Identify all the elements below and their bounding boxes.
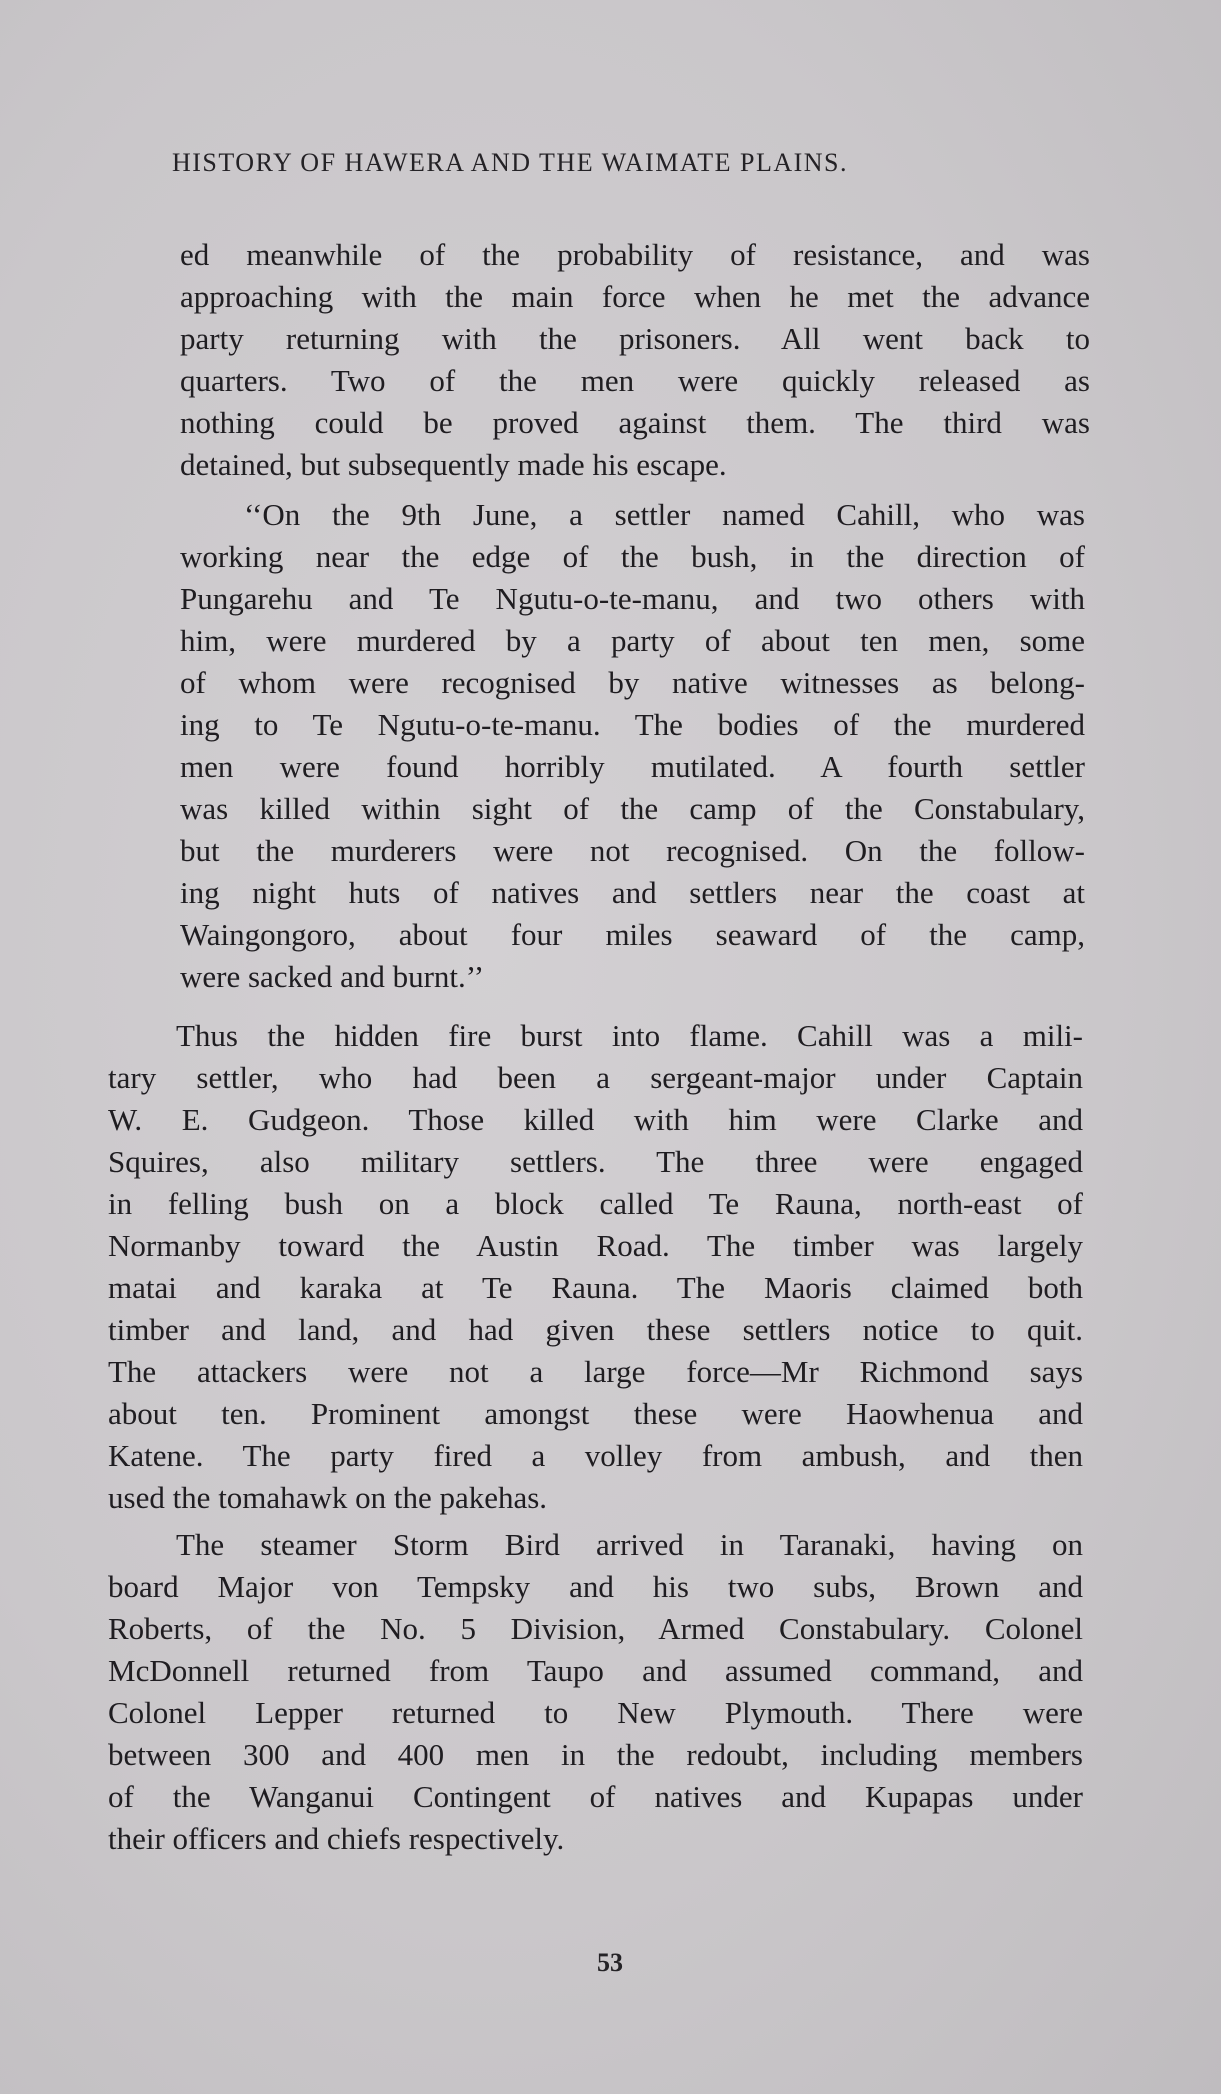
text-line: Squires, also military settlers. The three were engaged xyxy=(108,1144,1083,1179)
page-number: 53 xyxy=(597,1948,623,1977)
text-line: their officers and chiefs respectively. xyxy=(108,1821,565,1856)
text-line: him, were murdered by a party of about ten men, some xyxy=(180,623,1085,658)
text-line: ed meanwhile of the probability of resistance, and was xyxy=(180,237,1090,272)
text-line: Normanby toward the Austin Road. The timber was largely xyxy=(108,1228,1083,1263)
text-line: tary settler, who had been a sergeant-major under Captain xyxy=(108,1060,1083,1095)
quoted-paragraph xyxy=(180,494,1085,998)
text-line: working near the edge of the bush, in the direction of xyxy=(180,539,1085,574)
text-line: ‘‘On the 9th June, a settler named Cahill, who was xyxy=(244,497,1085,532)
text-line: Roberts, of the No. 5 Division, Armed Constabulary. Colonel xyxy=(108,1611,1083,1646)
text-line: party returning with the prisoners. All went back to xyxy=(180,321,1090,356)
text-line: matai and karaka at Te Rauna. The Maoris claimed both xyxy=(108,1270,1083,1305)
body-paragraph xyxy=(108,1015,1083,1519)
text-line: were sacked and burnt.’’ xyxy=(180,959,485,994)
text-line: board Major von Tempsky and his two subs, Brown and xyxy=(108,1569,1083,1604)
text-line: about ten. Prominent amongst these were Haowhenua and xyxy=(108,1396,1083,1431)
text-line: timber and land, and had given these settlers notice to quit. xyxy=(108,1312,1083,1347)
paragraph-continuation xyxy=(180,234,1090,486)
text-line: quarters. Two of the men were quickly released as xyxy=(180,363,1090,398)
text-line: of whom were recognised by native witnesses as belong- xyxy=(180,665,1085,700)
text-line: The steamer Storm Bird arrived in Taranaki, having on xyxy=(176,1527,1083,1562)
text-line: approaching with the main force when he met the advance xyxy=(180,279,1090,314)
text-line: ing night huts of natives and settlers near the coast at xyxy=(180,875,1085,910)
text-line: Colonel Lepper returned to New Plymouth. There were xyxy=(108,1695,1083,1730)
body-paragraph xyxy=(108,1524,1083,1860)
running-head: HISTORY OF HAWERA AND THE WAIMATE PLAINS. xyxy=(172,148,848,177)
text-line: Thus the hidden fire burst into flame. Cahill was a mili- xyxy=(176,1018,1083,1053)
text-line: used the tomahawk on the pakehas. xyxy=(108,1480,548,1515)
text-line: W. E. Gudgeon. Those killed with him were Clarke and xyxy=(108,1102,1083,1137)
text-line: detained, but subsequently made his escape. xyxy=(180,447,727,482)
text-line: ing to Te Ngutu-o-te-manu. The bodies of the murdered xyxy=(180,707,1085,742)
text-line: between 300 and 400 men in the redoubt, including members xyxy=(108,1737,1083,1772)
text-line: but the murderers were not recognised. On the follow- xyxy=(180,833,1085,868)
text-line: was killed within sight of the camp of the Constabulary, xyxy=(180,791,1085,826)
text-line: nothing could be proved against them. The third was xyxy=(180,405,1090,440)
text-line: of the Wanganui Contingent of natives and Kupapas under xyxy=(108,1779,1083,1814)
text-line: men were found horribly mutilated. A fourth settler xyxy=(180,749,1085,784)
text-line: in felling bush on a block called Te Rauna, north-east of xyxy=(108,1186,1083,1221)
text-line: Waingongoro, about four miles seaward of the camp, xyxy=(180,917,1085,952)
text-line: The attackers were not a large force—Mr Richmond says xyxy=(108,1354,1083,1389)
text-line: Pungarehu and Te Ngutu-o-te-manu, and two others with xyxy=(180,581,1085,616)
text-line: McDonnell returned from Taupo and assumed command, and xyxy=(108,1653,1083,1688)
text-line: Katene. The party fired a volley from ambush, and then xyxy=(108,1438,1083,1473)
